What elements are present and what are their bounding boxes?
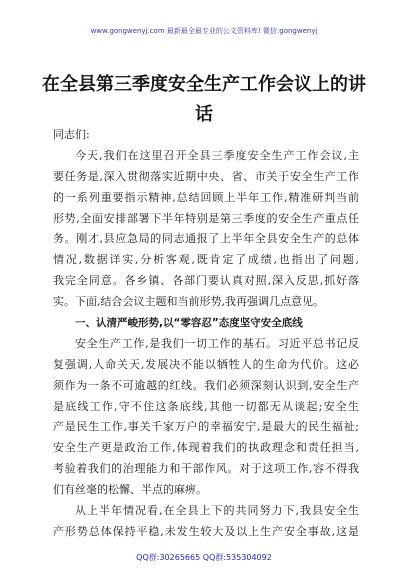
body-line: 实。下面,结合会议主题和当前形势,我再强调几点意见。 — [53, 295, 324, 309]
salutation: 同志们: — [53, 128, 90, 141]
body-line: 要任务是,深入贯彻落实近期中央、省、市关于安全生产工作 — [53, 169, 359, 183]
body-line: 安全生产更是政治工作,体现着我们的执政理念和责任担当, — [53, 441, 359, 455]
body-line: 务。刚才,县应急局的同志通报了上半年全县安全生产的总体 — [53, 232, 359, 246]
body-line: 今天,我们在这里召开全县三季度安全生产工作会议,主 — [75, 148, 359, 162]
body-line: 我完全同意。各乡镇、各部门要认真对照,深入反思,抓好落 — [53, 274, 359, 288]
document-body — [53, 125, 359, 543]
footer-qq-groups: QQ群:30265665 QQ群:535304092 — [136, 553, 272, 562]
body-line: 产是民生工作,事关千家万户的幸福安宁,是最大的民生福祉; — [53, 420, 359, 434]
title-line-2: 话 — [195, 104, 213, 125]
body-line: 情况,数据详实,分析客观,既肯定了成绩,也指出了问题, — [53, 253, 359, 267]
body-line: 考验着我们的治理能力和干部作风。对于这项工作,容不得我 — [53, 462, 359, 476]
body-line: 产形势总体保持平稳,未发生较大及以上生产安全事故,这是 — [53, 524, 359, 538]
body-line: 复强调,人命关天,发展决不能以牺牲人的生命为代价。这必 — [53, 357, 359, 371]
title-line-1: 在全县第三季度安全生产工作会议上的讲 — [42, 74, 366, 95]
section-heading: 一、认清严峻形势,以“零容忍”态度坚守安全底线 — [75, 317, 303, 330]
body-line: 形势,全面安排部署下半年特别是第三季度的安全生产重点任 — [53, 211, 359, 225]
body-line: 们有丝毫的松懈、半点的麻痹。 — [53, 483, 207, 497]
body-line: 安全生产工作,是我们一切工作的基石。习近平总书记反 — [75, 336, 359, 350]
header-banner: www.gongwenyj.com 最新最全最专业的公文资料库! 微信:gongwenyj — [90, 27, 318, 35]
body-line: 须作为一条不可逾越的红线。我们必须深刻认识到,安全生产 — [53, 378, 359, 392]
body-line: 从上半年情况看,在全县上下的共同努力下,我县安全生 — [75, 504, 359, 518]
body-line: 是底线工作,守不住这条底线,其他一切都无从谈起;安全生 — [53, 399, 359, 413]
document-title — [40, 70, 368, 130]
body-line: 的一系列重要指示精神,总结回顾上半年工作,精准研判当前 — [53, 190, 359, 204]
